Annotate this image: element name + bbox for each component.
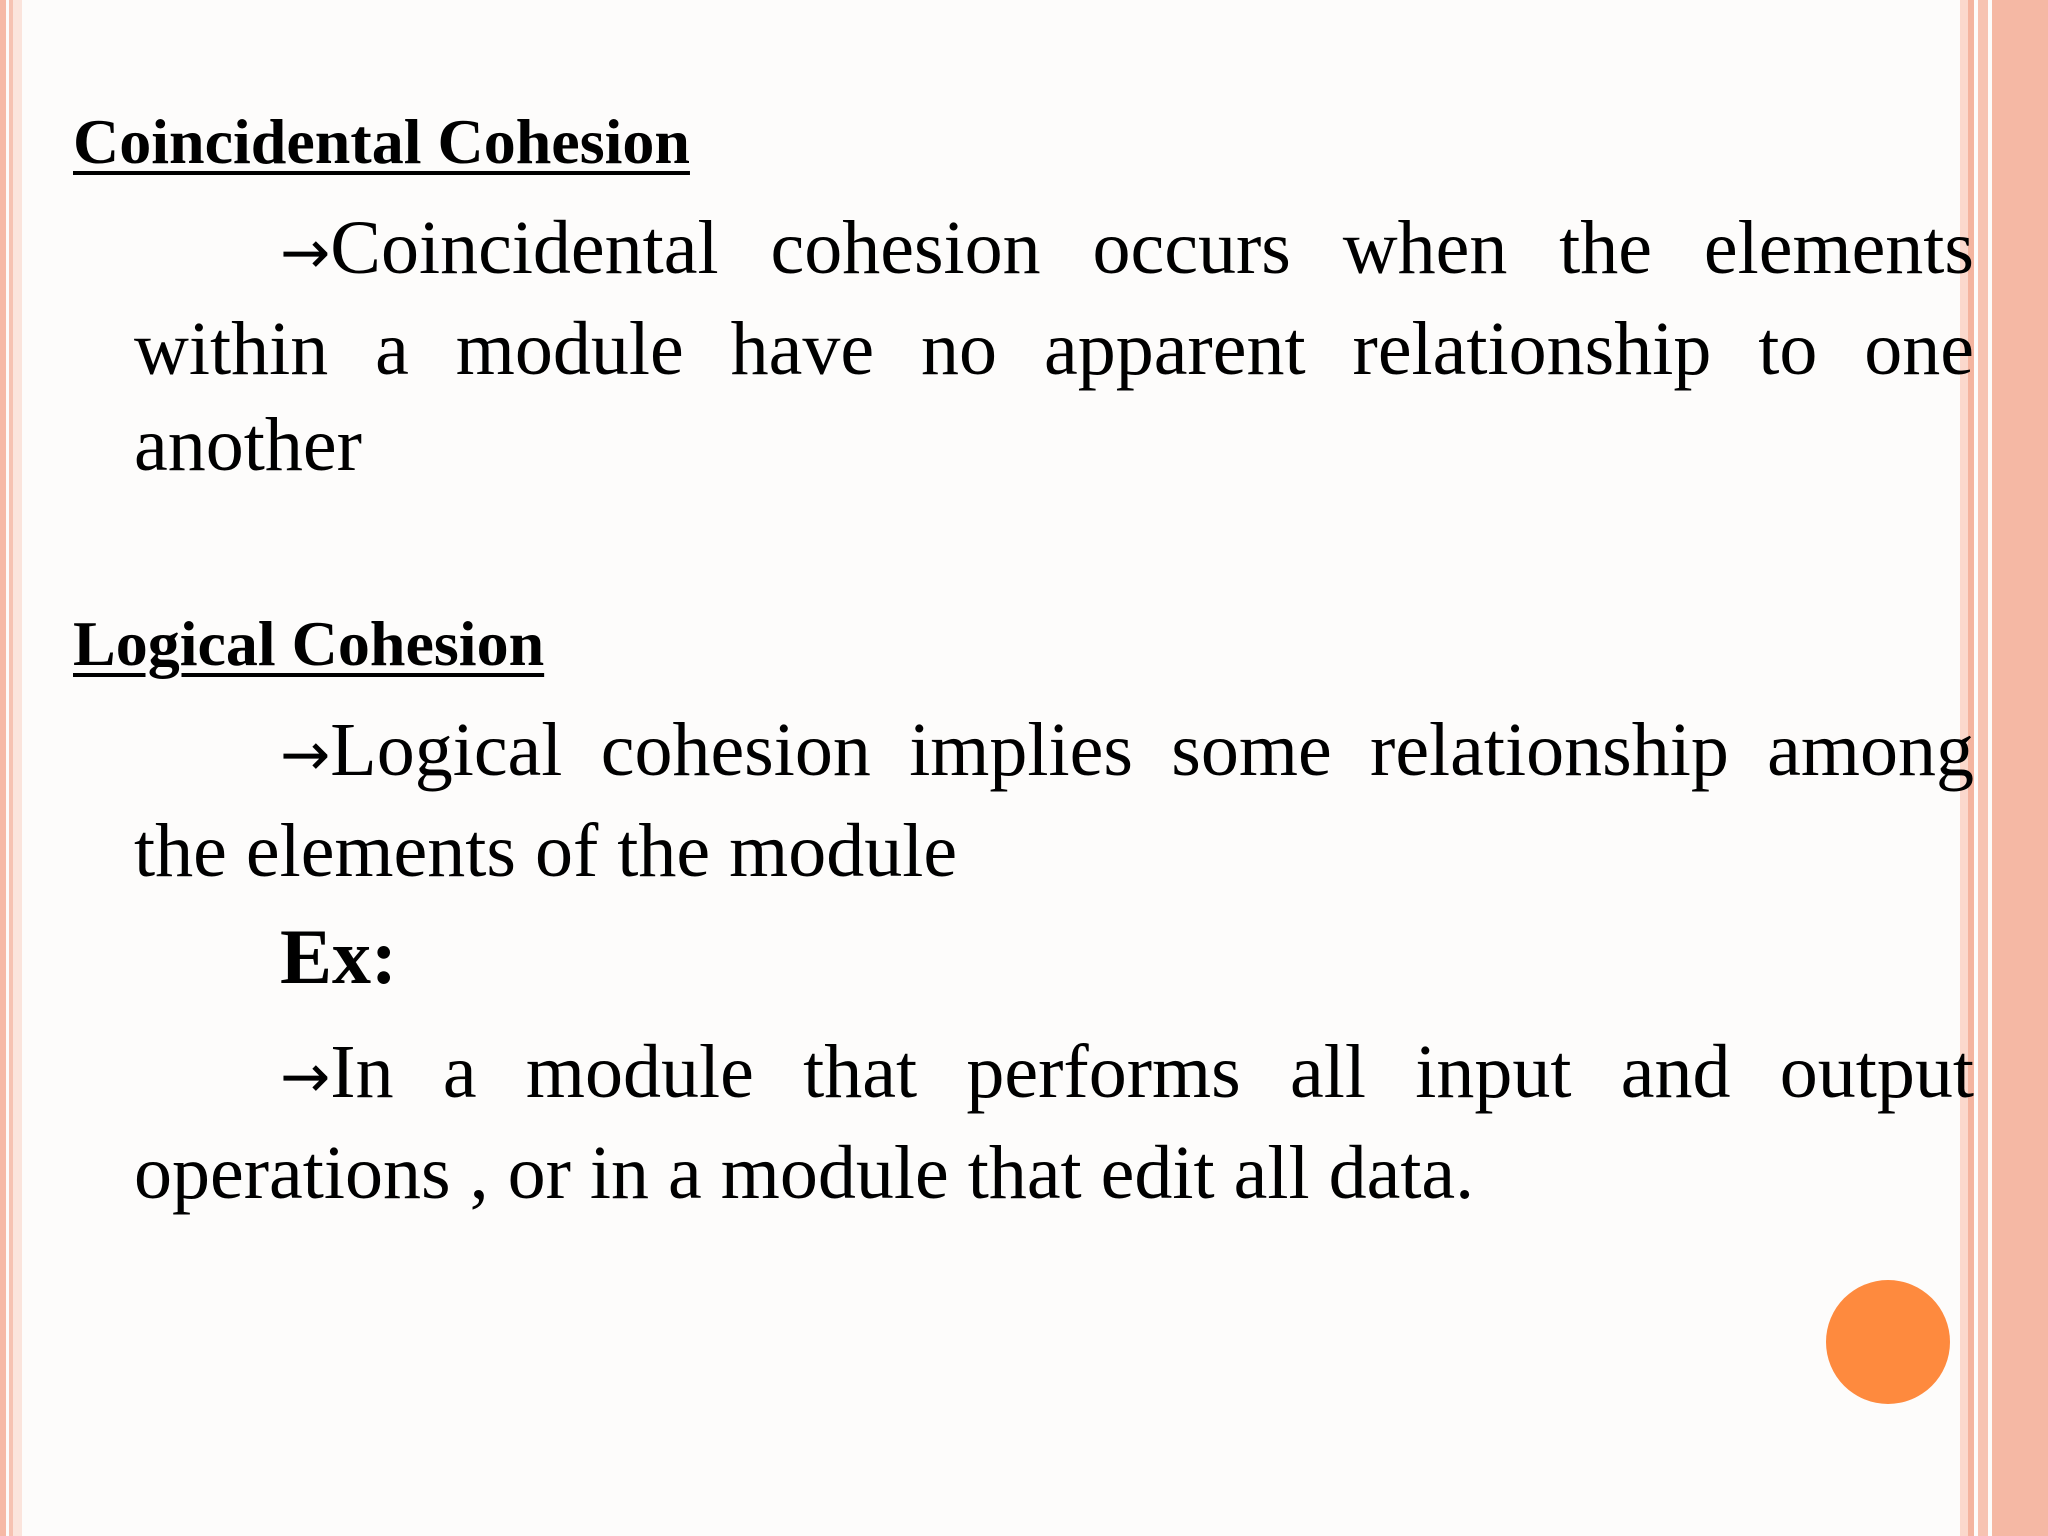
coincidental-cohesion-paragraph	[134, 200, 1974, 493]
logical-cohesion-paragraph	[134, 702, 1974, 899]
left-border-decoration	[0, 0, 22, 1536]
arrow-right-icon: →	[280, 1042, 331, 1112]
coincidental-cohesion-heading: Coincidental Cohesion	[73, 106, 690, 177]
example-text: In a module that performs all input and output operations , or in a module that edit all data.	[134, 1030, 1974, 1215]
arrow-right-icon: →	[280, 218, 331, 288]
arrow-right-icon: →	[280, 720, 331, 790]
logical-cohesion-text: Logical cohesion implies some relationship among the elements of the module	[134, 708, 1974, 893]
orange-circle-decoration	[1826, 1280, 1950, 1404]
example-paragraph	[134, 1024, 1974, 1221]
coincidental-cohesion-text: Coincidental cohesion occurs when the elements within a module have no apparent relationship to one another	[134, 206, 1974, 487]
logical-cohesion-heading: Logical Cohesion	[73, 608, 545, 679]
example-label: Ex:	[280, 913, 397, 1000]
